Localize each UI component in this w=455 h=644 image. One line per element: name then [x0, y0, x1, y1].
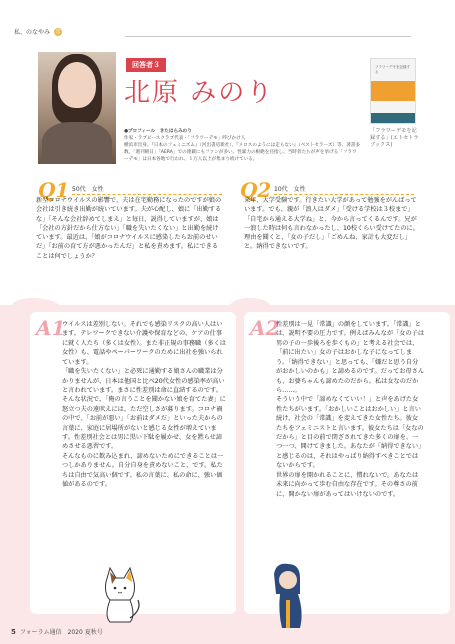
profile-block — [124, 128, 360, 164]
a2-text: 性差別は一見「常識」の顔をしています。「常識」とは、説明不要の圧力です。例えばみんなが「女の子は男の子の一歩後ろを歩くもの」と考える社会では、「前に出たい」女の子はおかしな子になってしまう。「納得できない」と思っても、「嫌だと思う自分がおかしいのかも」と諦めるのです。だってお母さんも、お婆ちゃんも諦めたのだから。私は女なのだから……。 そういう中で「諦めなくていい！」と声をあげた女性たちがいます。「おかしいことはおかしい」と言い続け、社会の「常識」を変えてきた女性たち。彼女たちをフェミニストと言います。彼女たちは「女なのだから」と目の前で閉ざされてきた多くの扉を、一つ一つ、開けてきました。あなたが「納得できない」と感じるのは、それはやっぱり納得すべきことではないからです。 世界の扉を開かれることに、慣れないで。あなたは未来に向かって歩む自由な存在です。その尊さの前に、開かない扉があってはいけないのです。 — [276, 321, 425, 498]
section-header — [14, 27, 62, 36]
respondent-name: 北原 みのり — [124, 78, 275, 108]
page-footer — [11, 627, 103, 636]
a1-text: ウイルスは差別しない。それでも感染リスクの高い人はいます。テレワークできない介護や保育などの、ケアの仕事に就く人たち（多くは女性）。また非正規の事務職（多くは女性）も、電話やペーパーワークのために出社を強いられています。 「職を失いたくない」と必死に通勤する娘さんの職業は分かりませんが、日本は他国と比べ20代女性の感染率が高いと言われています。まさに性差別は命に直結するのです。そんな状況で、「俺の言うことを聞かない娘を育てた妻」に怒立つ夫の遠吠えには、ただ空しさが募ります。コロナ禍の中で、「お前が悪い」「お前はダメだ」といった夫からの言葉に、家庭に居場所がないと感じる女性が増えています。性差別社会とは男に黒い下駄を履かせ、女を黙らせ諦めさせる悪習です。 そんなものに飲み込まれ、諦めないためにできることは一つしかありません。自分自身を責めないこと、です。私たちは自由で気高い個です。私の言葉に、私の命に、強い価値があるのです。 — [62, 321, 226, 489]
page-number: 5 — [11, 628, 16, 636]
q1-divider — [72, 194, 222, 195]
book-cover-image — [370, 58, 416, 124]
header-divider — [125, 36, 411, 37]
book-cover-title: フラワーデモを記録する — [375, 65, 410, 74]
cat-illustration — [96, 560, 144, 624]
section-badge-icon: 恋 — [55, 28, 61, 35]
q1-text: 新型コロナウイルスの影響で、夫は在宅勤務になったのですが娘の会社は引き続き出勤が続いています。夫が心配し、娘に「出勤するな」「そんな会社辞めてしまえ」と毎日、説得していますが、娘は「会社の方針だから仕方ない」「職を失いたくない」と出勤を続けています。最近は、「娘がコロナウイルスに感染したらお前のせいだ」「お前の育て方が悪かったんだ」と私を責めます。私にできることは何でしょうか？ — [36, 197, 222, 260]
q2-text: 来年、大学受験です。行きたい大学があって勉強をがんばっています。でも、親が「浪人はダメ」「受ける学校は３校まで」「自宅から通える大学ね」と、今から言ってくるんです。兄が一浪した時は何も言わなかったし、10校くらい受けてたのに。理由を聞くと、「女の子だし」「ごめんね、家計も大変だし」と。納得できないです。 — [244, 197, 419, 251]
profile-text: 作家・ラブピースクラブ代表・「フラワーデモ」呼びかけ人 横浜市出身。『日本のフェミニズム』（河出書房新社）、『メロスのようには走らない』（ベストセラーズ）等、著書多数。「週刊朝日」「AERA」での連載にもファンが多い。性暴力の根絶を目指し、当時者たちが声を挙げる「フラワーデモ」は日本各地で行われ、１万人以上が集まり続けている。 — [124, 136, 360, 163]
q2-divider — [274, 194, 414, 195]
q2-meta: 10代 女性 — [274, 186, 306, 193]
section-label: 私、のなやみ — [14, 29, 51, 36]
book-caption: 「フラワーデモを記録する」(エトセトラブックス) — [370, 128, 419, 149]
q1-meta: 50代 女性 — [72, 186, 104, 193]
footer-text: フォーラム通信 2020 夏秋号 — [19, 629, 103, 636]
q2-number: Q2 — [240, 178, 272, 202]
respondent-photo — [38, 52, 116, 164]
woman-illustration — [260, 560, 316, 628]
respondent-tag: 回答者３ — [126, 58, 166, 72]
q1-number: Q1 — [38, 178, 70, 202]
a2-number: A2 — [250, 316, 280, 340]
a1-number: A1 — [36, 316, 66, 340]
profile-heading: ●プロフィール きたはらみのり — [124, 129, 192, 134]
